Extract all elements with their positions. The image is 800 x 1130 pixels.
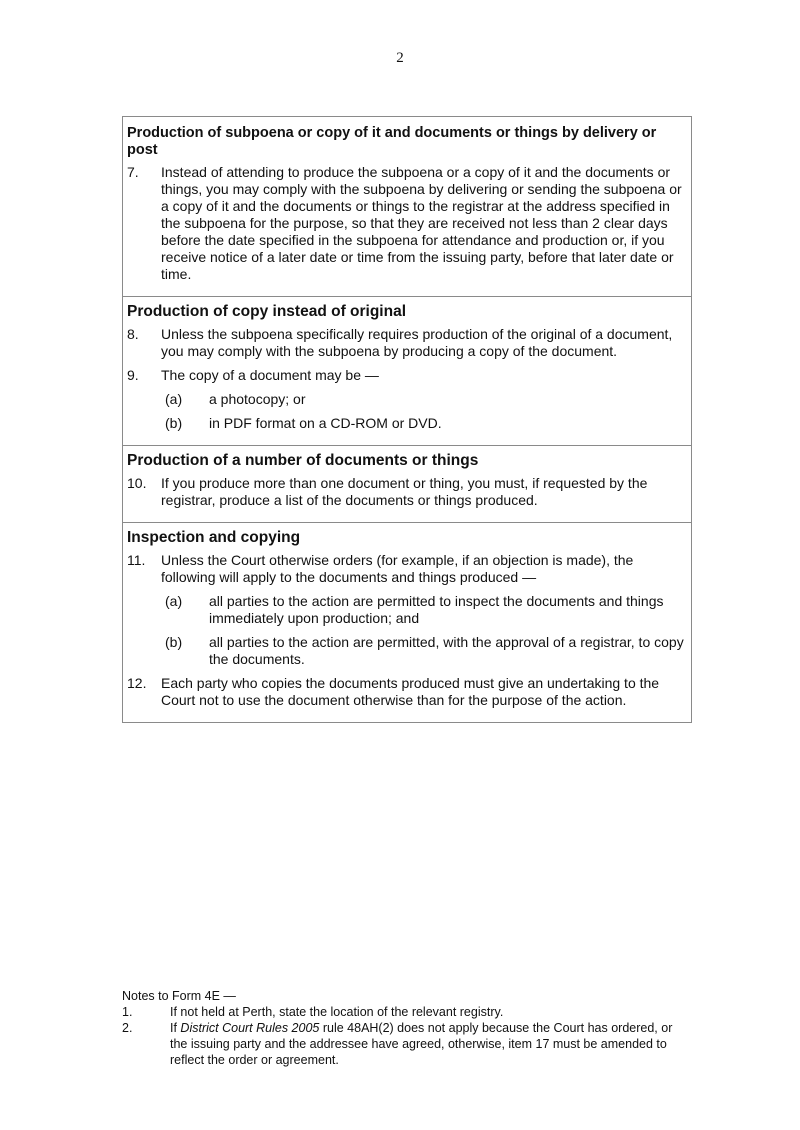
paragraph-7 xyxy=(127,164,687,283)
notes-title: Notes to Form 4E — xyxy=(122,989,236,1003)
subparagraph-text: in PDF format on a CD-ROM or DVD. xyxy=(209,415,442,431)
paragraph-number: 7. xyxy=(127,164,139,180)
form-notes xyxy=(122,988,692,1068)
note-1 xyxy=(122,1004,692,1020)
paragraph-9 xyxy=(127,367,687,384)
rules-title-italic: District Court Rules 2005 xyxy=(180,1021,320,1035)
section-inspection-and-copying xyxy=(123,522,691,722)
note-number: 1. xyxy=(122,1005,133,1019)
paragraph-text: The copy of a document may be — xyxy=(161,367,379,383)
subparagraph-label: (a) xyxy=(165,391,183,407)
subparagraph-label: (b) xyxy=(165,415,183,431)
subparagraph-text: all parties to the action are permitted, with the approval of a registrar, to copy the documents. xyxy=(209,634,684,667)
note-text-pre: If xyxy=(170,1021,181,1035)
note-text xyxy=(170,1020,692,1068)
subparagraph-11a xyxy=(165,593,687,627)
note-text: If not held at Perth, state the location of the relevant registry. xyxy=(170,1005,504,1019)
subparagraph-11b xyxy=(165,634,687,668)
subparagraph-label: (a) xyxy=(165,593,183,609)
paragraph-number: 8. xyxy=(127,326,139,342)
paragraph-number: 12. xyxy=(127,675,147,691)
section-number-of-documents xyxy=(123,445,691,522)
section-heading: Production of a number of documents or things xyxy=(127,452,479,469)
subparagraph-text: all parties to the action are permitted to inspect the documents and things immediately upon production; and xyxy=(209,593,664,626)
paragraph-text: Instead of attending to produce the subpoena or a copy of it and the documents or things, you may comply with the subpoena by delivering or sending the subpoena or a copy of it and the documents or things to the registrar at the address specified in the subpoena for the purpose, so that they are received not less than 2 clear days before the date specified in the subpoena for attendance and production or, if you receive notice of a later date or time from the issuing party, before that later date or time. xyxy=(161,164,682,282)
subpoena-information-box xyxy=(122,116,692,723)
note-2 xyxy=(122,1020,692,1068)
paragraph-12 xyxy=(127,675,687,709)
paragraph-text: Unless the subpoena specifically requires production of the original of a document, you may comply with the subpoena by producing a copy of the document. xyxy=(161,326,673,359)
paragraph-number: 9. xyxy=(127,367,139,383)
paragraph-number: 11. xyxy=(127,552,146,568)
paragraph-text: Unless the Court otherwise orders (for example, if an objection is made), the following will apply to the documents and things produced — xyxy=(161,552,634,585)
section-copy-instead-of-original xyxy=(123,296,691,445)
page-number: 2 xyxy=(396,50,404,66)
paragraph-10 xyxy=(127,475,687,509)
subparagraph-label: (b) xyxy=(165,634,183,650)
section-heading: Production of copy instead of original xyxy=(127,303,407,320)
subparagraph-text: a photocopy; or xyxy=(209,391,306,407)
section-production-by-delivery xyxy=(123,117,691,296)
paragraph-11 xyxy=(127,552,687,586)
paragraph-8 xyxy=(127,326,687,360)
subparagraph-9b xyxy=(165,415,687,432)
note-text-post: rule 48AH(2) does not apply because the Court has ordered, or the issuing party and the addressee have agreed, otherwise, item 17 must be amended to reflect the order or agreement. xyxy=(170,1021,673,1067)
paragraph-number: 10. xyxy=(127,475,147,491)
subparagraph-9a xyxy=(165,391,687,408)
paragraph-text: Each party who copies the documents produced must give an undertaking to the Court not to use the document otherwise than for the purpose of the action. xyxy=(161,675,660,708)
section-heading: Production of subpoena or copy of it and documents or things by delivery or post xyxy=(127,125,657,158)
paragraph-text: If you produce more than one document or thing, you must, if requested by the registrar, produce a list of the documents or things produced. xyxy=(161,475,648,508)
note-number: 2. xyxy=(122,1021,133,1035)
section-heading: Inspection and copying xyxy=(127,529,301,546)
